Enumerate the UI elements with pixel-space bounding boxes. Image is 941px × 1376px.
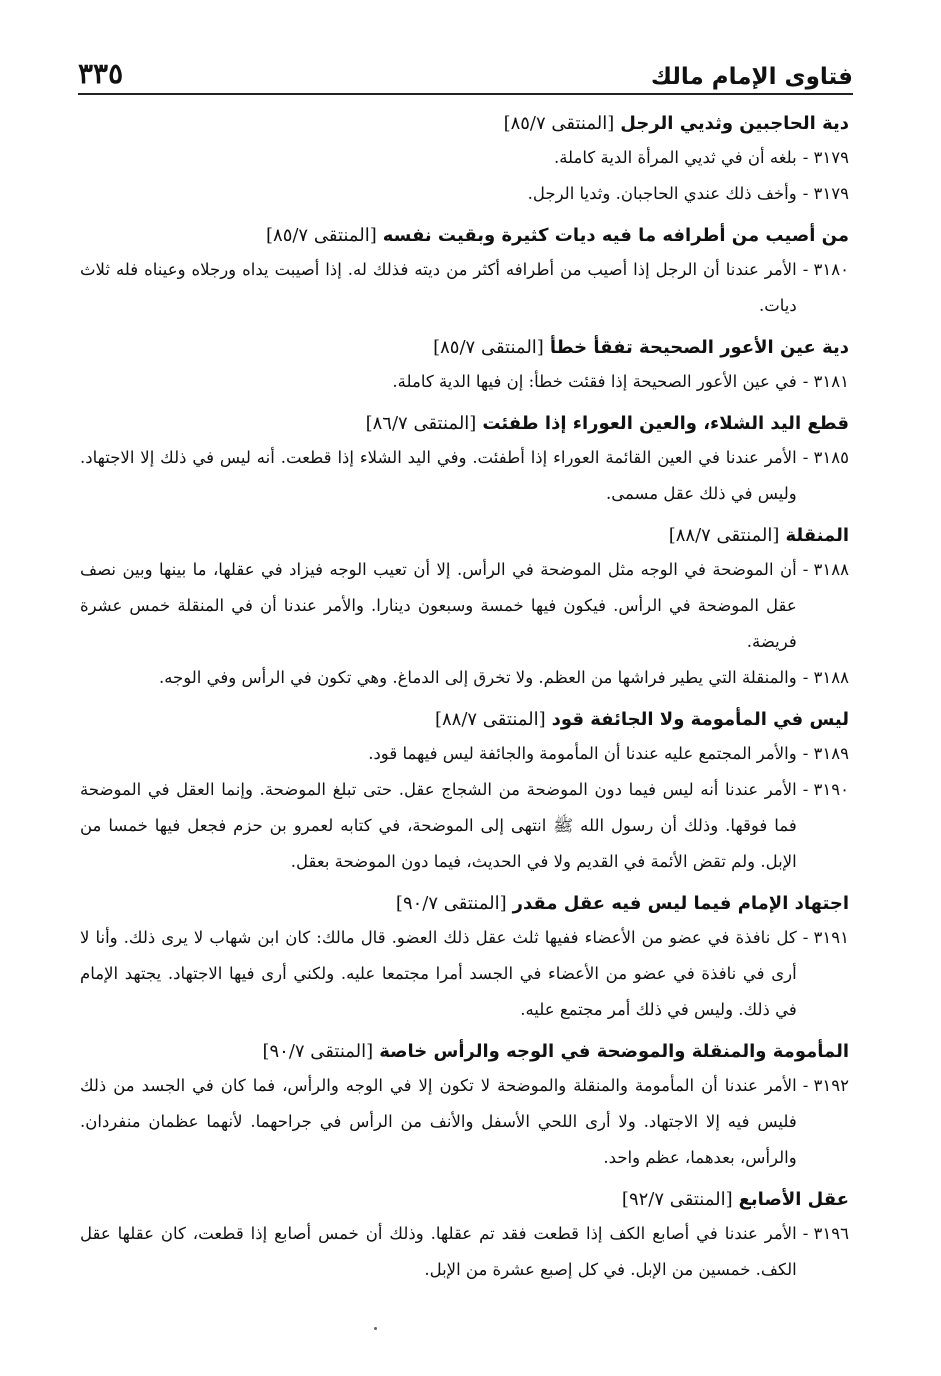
section-reference: [المنتقى ٨٨/٧] — [668, 525, 780, 546]
section — [80, 1036, 849, 1176]
entry-text: في عين الأعور الصحيحة إذا فقئت خطأ: إن فيها الدية كاملة. — [392, 372, 797, 391]
section — [80, 888, 849, 1028]
section-title: عقل الأصابع — [738, 1189, 849, 1210]
entry-number: ٣١٨٩ - — [802, 744, 849, 763]
section-title: المنقلة — [785, 525, 849, 546]
entry-number: ٣١٨٥ - — [802, 448, 849, 467]
entry-text: كل نافذة في عضو من الأعضاء ففيها ثلث عقل ذلك العضو. قال مالك: كان ابن شهاب لا يرى ذلك. وأنا لا أرى في نافذة في عضو من الأعضاء في الجسد أمرا مجتمعا عليه. ولكني أرى فيها الاجتهاد. يجتهد الإمام في ذلك. وليس في ذلك أمر مجتمع عليه. — [80, 928, 797, 1019]
entry-text: الأمر عندنا أن الرجل إذا أصيب من أطرافه أكثر من ديته فذلك له. إذا أصيبت يداه ورجلاه وعيناه فله ثلاث ديات. — [80, 260, 797, 315]
entry-text: والأمر المجتمع عليه عندنا أن المأمومة والجائفة ليس فيهما قود. — [368, 744, 797, 763]
header-rule — [78, 93, 853, 95]
entry — [80, 140, 849, 176]
entry-text: الأمر عندنا في أصابع الكف إذا قطعت فقد تم عقلها. وذلك أن خمس أصابع إذا قطعت، كان عقلها عقل الكف. خمسين من الإبل. في كل إصبع عشرة من الإبل. — [80, 1224, 797, 1279]
section-title: من أصيب من أطرافه ما فيه ديات كثيرة وبقيت نفسه — [382, 225, 849, 246]
entry-number: ٣١٩٢ - — [802, 1076, 849, 1095]
entry-number: ٣١٧٩ - — [802, 148, 849, 167]
section-reference: [المنتقى ٩٢/٧] — [621, 1189, 733, 1210]
entry-text: بلغه أن في ثديي المرأة الدية كاملة. — [553, 148, 797, 167]
section — [80, 704, 849, 880]
section-reference: [المنتقى ٨٨/٧] — [434, 709, 546, 730]
section-reference: [المنتقى ٨٥/٧] — [503, 113, 615, 134]
section-reference: [المنتقى ٩٠/٧] — [262, 1041, 374, 1062]
section — [80, 332, 849, 400]
book-title: فتاوى الإمام مالك — [650, 64, 853, 90]
section — [80, 408, 849, 512]
section-heading — [80, 408, 849, 440]
entry-number: ٣١٨١ - — [802, 372, 849, 391]
section — [80, 220, 849, 324]
entry-number: ٣١٨٠ - — [802, 260, 849, 279]
section-title: دية عين الأعور الصحيحة تفقأ خطأ — [549, 337, 849, 358]
entry-text: وأخف ذلك عندي الحاجبان. وثديا الرجل. — [527, 184, 797, 203]
entry — [80, 772, 849, 880]
section-heading — [80, 108, 849, 140]
entry-text: والمنقلة التي يطير فراشها من العظم. ولا تخرق إلى الدماغ. وهي تكون في الرأس وفي الوجه. — [158, 668, 797, 687]
entry — [80, 176, 849, 212]
section-reference: [المنتقى ٩٠/٧] — [395, 893, 507, 914]
entry-text: أن الموضحة في الوجه مثل الموضحة في الرأس. إلا أن تعيب الوجه فيزاد في عقلها، ما بينها وبين نصف عقل الموضحة في الرأس. فيكون فيها خمسة وسبعون دينارا. والأمر عندنا أن في المنقلة خمس عشرة فريضة. — [80, 560, 797, 651]
entry — [80, 364, 849, 400]
section-heading — [80, 332, 849, 364]
entry-number: ٣١٩١ - — [802, 928, 849, 947]
section — [80, 1184, 849, 1288]
section-heading — [80, 520, 849, 552]
entry-text: الأمر عندنا في العين القائمة العوراء إذا أطفئت. وفي اليد الشلاء إذا قطعت. أنه ليس في ذلك إلا الاجتهاد. وليس في ذلك عقل مسمى. — [80, 448, 797, 503]
entry-number: ٣١٩٠ - — [802, 780, 849, 799]
entry-number: ٣١٧٩ - — [802, 184, 849, 203]
section-title: المأمومة والمنقلة والموضحة في الوجه والرأس خاصة — [379, 1041, 849, 1062]
entry-text: الأمر عندنا أن المأمومة والمنقلة والموضحة لا تكون إلا في الوجه والرأس، فما كان في الجسد من ذلك فليس فيه إلا الاجتهاد. ولا أرى اللحي الأسفل والأنف من الرأس في جراحهما. لأنهما عظمان منفردان. والرأس، بعدهما، عظم واحد. — [80, 1076, 797, 1167]
section-reference: [المنتقى ٨٦/٧] — [365, 413, 477, 434]
section — [80, 520, 849, 696]
entry-number: ٣١٨٨ - — [802, 668, 849, 687]
entry — [80, 1216, 849, 1288]
section-title: اجتهاد الإمام فيما ليس فيه عقل مقدر — [512, 893, 849, 914]
page-number: ٣٣٥ — [78, 57, 124, 90]
entry — [80, 440, 849, 512]
entry-number: ٣١٨٨ - — [802, 560, 849, 579]
page-header — [78, 46, 853, 90]
section-reference: [المنتقى ٨٥/٧] — [266, 225, 377, 246]
section-title: ليس في المأمومة ولا الجائفة قود — [551, 709, 849, 730]
section-reference: [المنتقى ٨٥/٧] — [433, 337, 544, 358]
entry — [80, 736, 849, 772]
section — [80, 108, 849, 212]
entry — [80, 552, 849, 660]
section-heading — [80, 888, 849, 920]
speck — [374, 1327, 377, 1330]
section-title: دية الحاجبين وثديي الرجل — [620, 113, 849, 134]
section-heading — [80, 220, 849, 252]
page-content — [80, 108, 849, 1296]
entry-number: ٣١٩٦ - — [802, 1224, 849, 1243]
section-title: قطع اليد الشلاء، والعين العوراء إذا طفئت — [482, 413, 849, 434]
section-heading — [80, 1184, 849, 1216]
entry — [80, 252, 849, 324]
entry-text: الأمر عندنا أنه ليس فيما دون الموضحة من الشجاج عقل. حتى تبلغ الموضحة. وإنما العقل في الموضحة فما فوقها. وذلك أن رسول الله ﷺ انتهى إلى الموضحة، في كتابه لعمرو بن حزم فجعل فيها خمسا من الإبل. ولم تقض الأئمة في القديم ولا في الحديث، فيما دون الموضحة بعقل. — [80, 780, 797, 871]
entry — [80, 1068, 849, 1176]
section-heading — [80, 704, 849, 736]
entry — [80, 660, 849, 696]
entry — [80, 920, 849, 1028]
section-heading — [80, 1036, 849, 1068]
